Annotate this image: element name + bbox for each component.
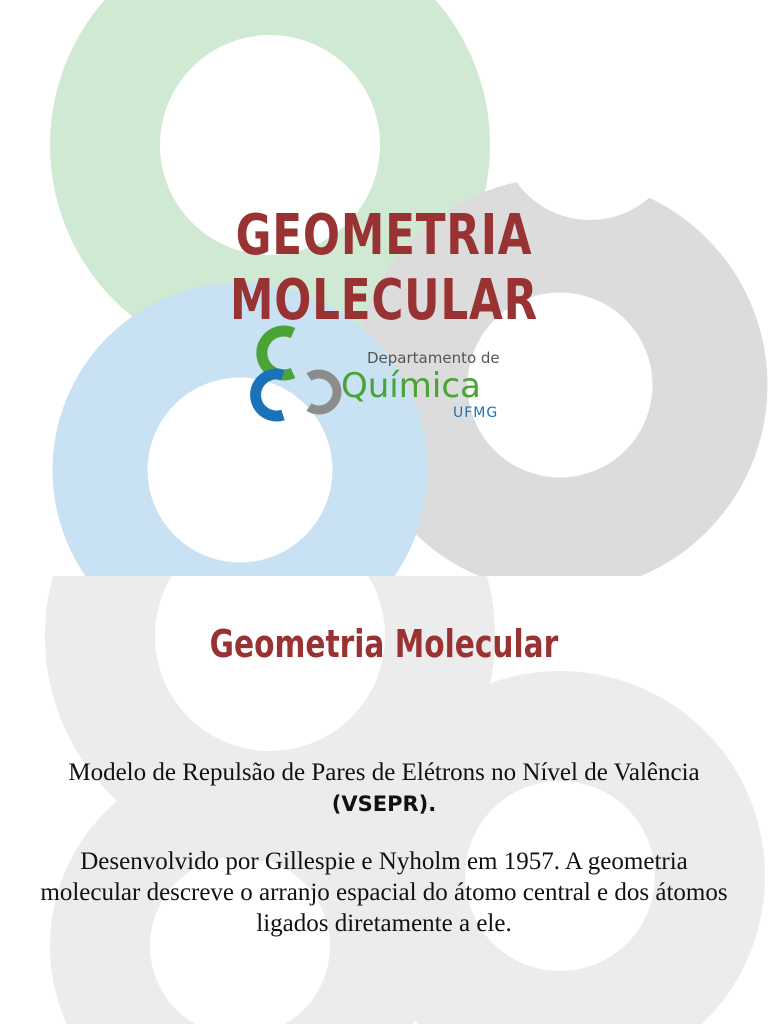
- logo-line2: Química: [341, 366, 481, 406]
- main-title: GEOMETRIA MOLECULAR: [229, 203, 539, 333]
- vsepr-text: Modelo de Repulsão de Pares de Elétrons no Nível de Valência: [68, 759, 700, 786]
- vsepr-paragraph: [40, 757, 728, 820]
- description-paragraph: Desenvolvido por Gillespie e Nyholm em 1957. A geometria molecular descreve o arranjo espacial do átomo central e dos átomos ligados diretamente a ele.: [40, 848, 728, 937]
- content-slide: [0, 576, 768, 1024]
- logo-line3: UFMG: [453, 405, 499, 421]
- slide-title: Geometria Molecular: [209, 622, 559, 666]
- quimica-ufmg-logo: [245, 325, 515, 425]
- vsepr-acronym: (VSEPR).: [331, 792, 437, 816]
- logo-line1: Departamento de: [367, 349, 500, 367]
